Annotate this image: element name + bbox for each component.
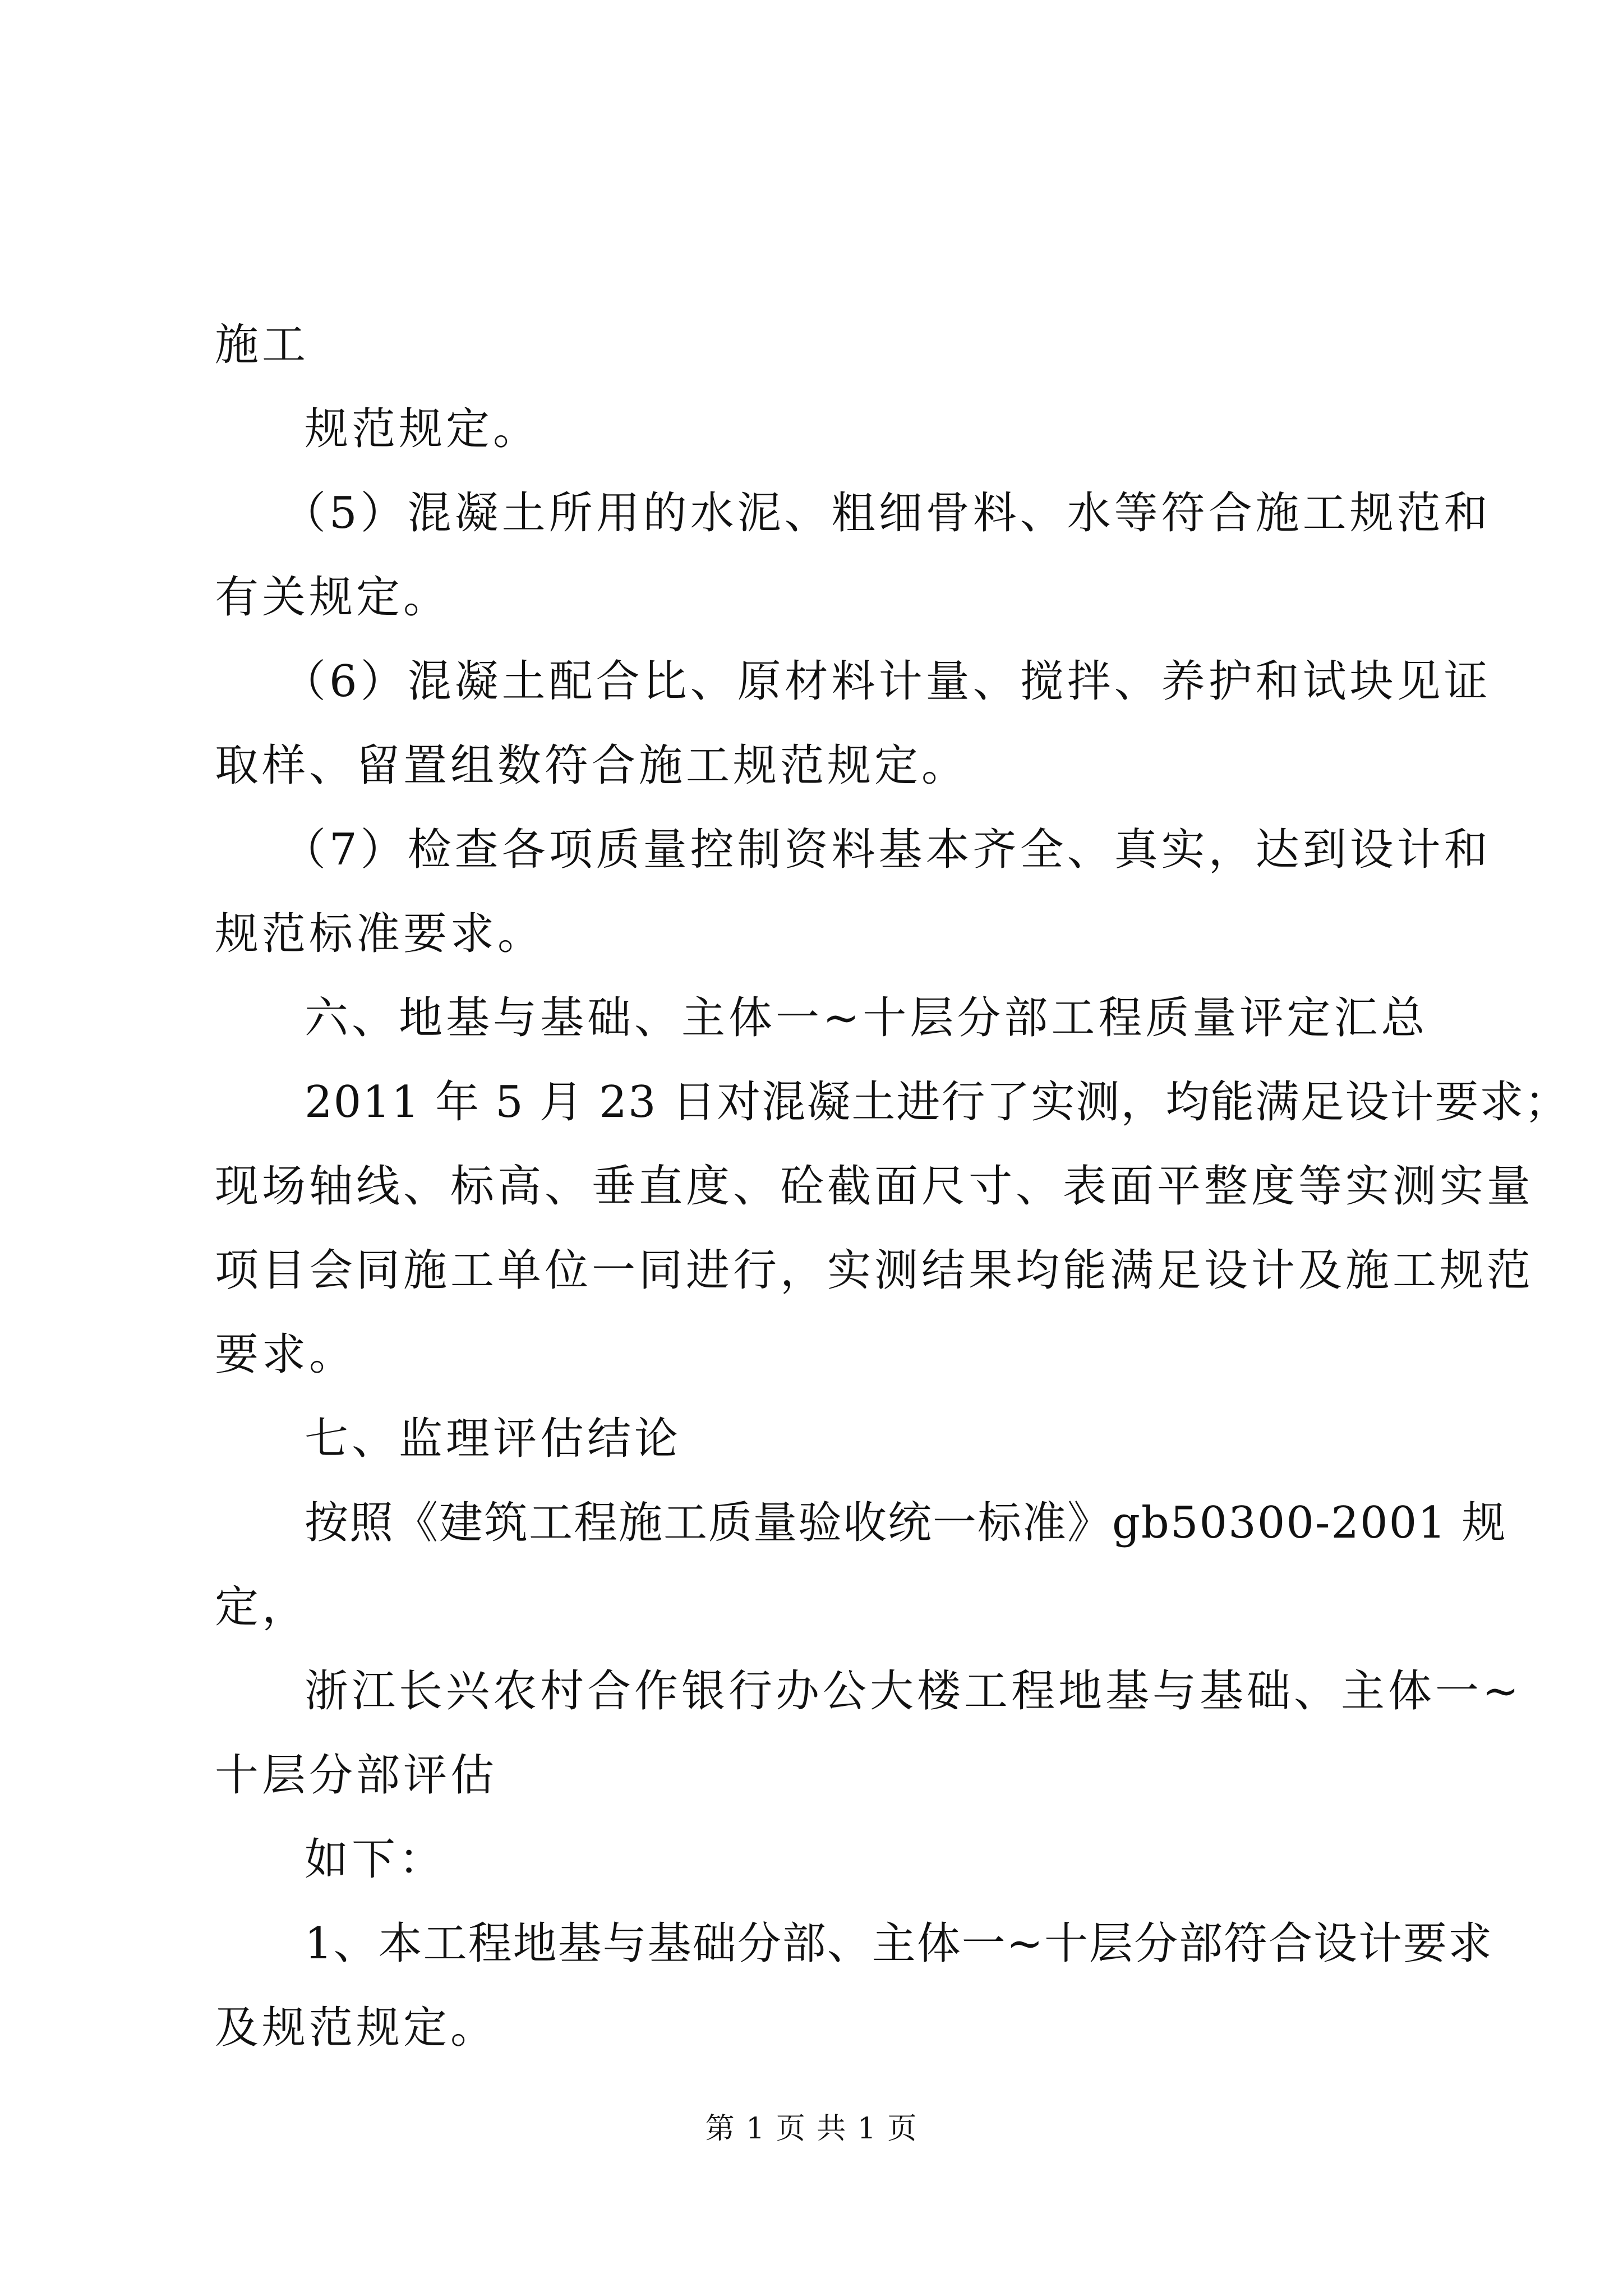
text-line: 如下： <box>305 1834 446 1885</box>
text-line: 按照《建筑工程施工质量验收统一标准》gb50300-2001 规 <box>305 1498 1507 1548</box>
text-line: 及规范规定。 <box>215 2003 498 2053</box>
text-line: 规范标准要求。 <box>215 909 545 959</box>
text-line: 取样、留置组数符合施工规范规定。 <box>215 740 969 791</box>
text-line: （7）检查各项质量控制资料基本齐全、真实，达到设计和 <box>282 825 1491 875</box>
text-line: 1、本工程地基与基础分部、主体一~十层分部符合设计要求 <box>305 1918 1493 1969</box>
text-line: （5）混凝土所用的水泥、粗细骨料、水等符合施工规范和 <box>282 488 1491 539</box>
text-line: 有关规定。 <box>215 572 451 623</box>
page-number-footer: 第 1 页 共 1 页 <box>705 2112 918 2146</box>
section-heading: 七、监理评估结论 <box>305 1414 682 1464</box>
text-line: 2011 年 5 月 23 日对混凝土进行了实测，均能满足设计要求； <box>305 1077 1570 1128</box>
text-line: 定， <box>215 1582 310 1632</box>
text-line: 浙江长兴农村合作银行办公大楼工程地基与基础、主体一~ <box>305 1666 1523 1717</box>
section-heading: 六、地基与基础、主体一~十层分部工程质量评定汇总 <box>305 993 1428 1043</box>
text-line: 规范规定。 <box>305 404 541 454</box>
text-line: 要求。 <box>215 1329 357 1380</box>
text-line: 施工 <box>215 320 310 370</box>
text-line: （6）混凝土配合比、原材料计量、搅拌、养护和试块见证 <box>282 656 1491 707</box>
text-line: 现场轴线、标高、垂直度、砼截面尺寸、表面平整度等实测实量 <box>215 1161 1534 1212</box>
text-line: 十层分部评估 <box>215 1750 498 1801</box>
document-body <box>215 303 1570 2070</box>
text-line: 项目会同施工单位一同进行，实测结果均能满足设计及施工规范 <box>215 1245 1534 1296</box>
